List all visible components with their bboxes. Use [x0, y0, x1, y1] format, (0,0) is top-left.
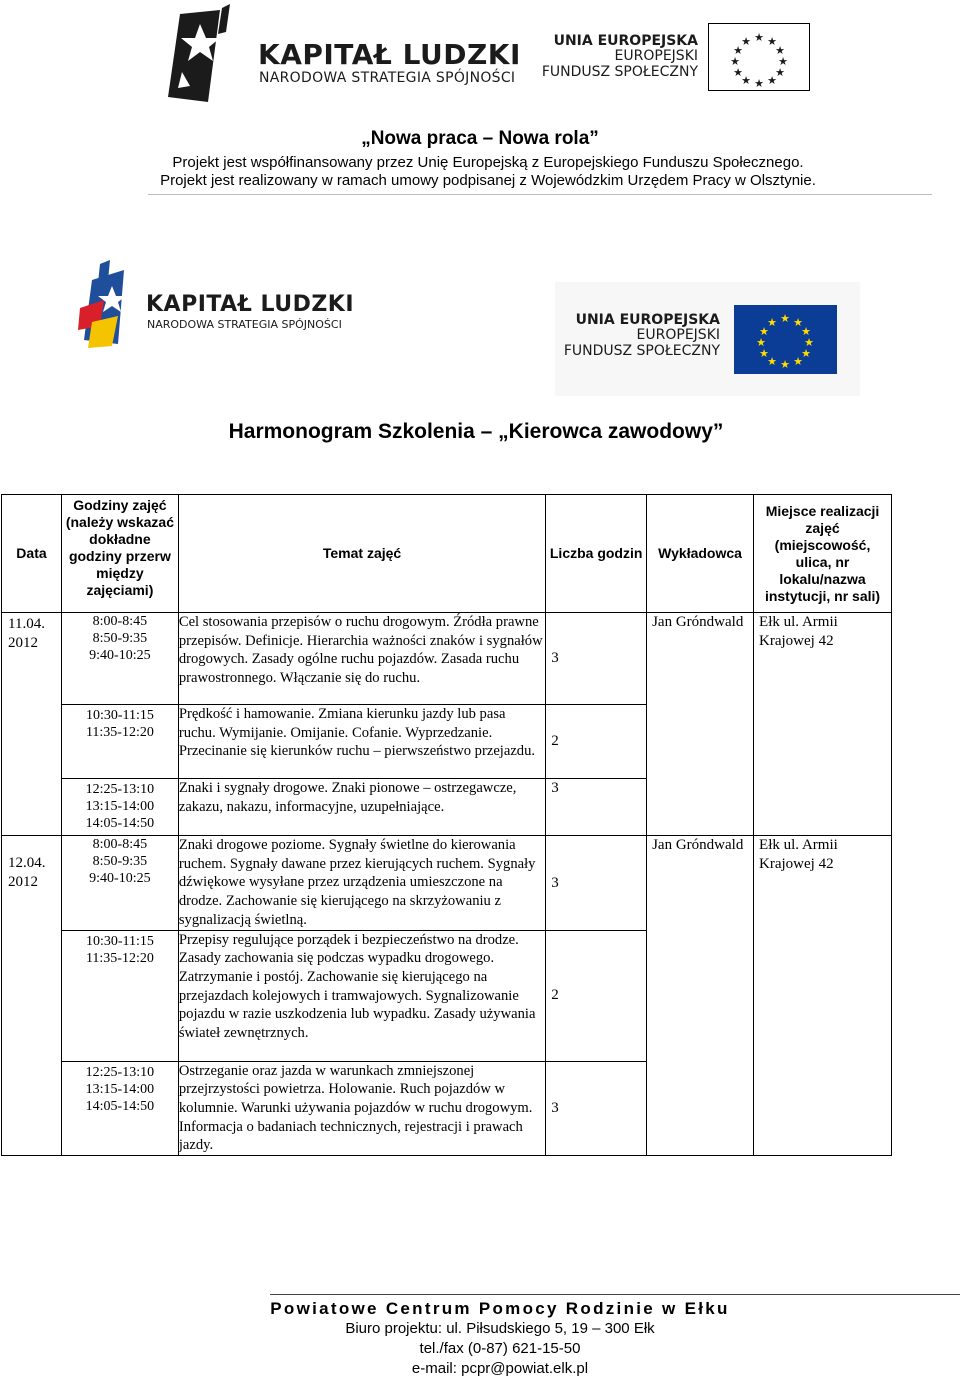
- svg-text:★: ★: [733, 44, 743, 57]
- svg-text:★: ★: [801, 347, 811, 360]
- footer-org: Powiatowe Centrum Pomocy Rodzinie w Ełku: [270, 1299, 730, 1318]
- time-slot: 13:15-14:00: [85, 1081, 155, 1097]
- time-slot: 9:40-10:25: [89, 871, 151, 886]
- ue-color-line3: FUNDUSZ SPOŁECZNY: [563, 342, 720, 359]
- svg-text:★: ★: [804, 336, 814, 349]
- date-cell: 11.04. 2012: [2, 613, 62, 836]
- time-slot: 8:00-8:45: [92, 614, 148, 629]
- kl-logo-title: KAPITAŁ LUDZKI: [258, 38, 521, 71]
- svg-text:★: ★: [778, 55, 788, 68]
- place-cell: Ełk ul. Armii Krajowej 42: [754, 613, 892, 836]
- footer-divider: [270, 1294, 960, 1295]
- hours-cell: 3: [546, 613, 647, 705]
- time-slot: 14:05-14:50: [85, 816, 155, 831]
- times-cell: [61, 779, 178, 836]
- time-slot: 12:25-13:10: [85, 782, 155, 797]
- time-slot: 14:05-14:50: [85, 1098, 155, 1114]
- table-row: [2, 613, 892, 705]
- time-slot: 8:50-9:35: [92, 631, 148, 646]
- header-count: Liczba godzin: [546, 495, 647, 613]
- svg-text:★: ★: [741, 74, 751, 87]
- hours-cell: 3: [546, 1061, 647, 1156]
- svg-text:★: ★: [793, 316, 803, 329]
- svg-text:★: ★: [780, 358, 790, 371]
- svg-text:★: ★: [759, 325, 769, 338]
- ue-logo-text: [540, 34, 698, 80]
- svg-text:★: ★: [767, 316, 777, 329]
- footer-address: Biuro projektu: ul. Piłsudskiego 5, 19 – 300 Ełk: [345, 1320, 655, 1337]
- time-slot: 11:35-12:20: [85, 725, 154, 740]
- svg-text:★: ★: [759, 347, 769, 360]
- hours-cell: 3: [546, 779, 647, 836]
- svg-text:★: ★: [775, 44, 785, 57]
- topic-cell: Znaki i sygnały drogowe. Znaki pionowe – ostrzegawcze, zakazu, nakazu, informacyjne, uzupełniające.: [178, 779, 545, 836]
- svg-text:★: ★: [741, 35, 751, 48]
- hours-cell: 3: [546, 836, 647, 931]
- time-slot: 9:40-10:25: [89, 648, 151, 663]
- kapital-ludzki-color-logo-icon: [78, 260, 148, 352]
- header-divider: [148, 194, 932, 195]
- header-lecturer: Wykładowca: [647, 495, 754, 613]
- topic-cell: Prędkość i hamowanie. Zmiana kierunku jazdy lub pasa ruchu. Wymijanie. Omijanie. Cofanie. Wyprzedzanie. Przecinanie się kierunków ruchu – pierwszeństwo przejazdu.: [178, 705, 545, 779]
- footer-phone: tel./fax (0-87) 621-15-50: [419, 1340, 581, 1357]
- svg-text:★: ★: [767, 74, 777, 87]
- svg-text:★: ★: [767, 35, 777, 48]
- schedule-table: [1, 494, 892, 1156]
- svg-text:★: ★: [754, 77, 764, 90]
- svg-text:★: ★: [767, 355, 777, 368]
- time-slot: 13:15-14:00: [85, 799, 155, 814]
- svg-text:★: ★: [793, 355, 803, 368]
- schedule-title: Harmonogram Szkolenia – „Kierowca zawodowy”: [228, 420, 724, 443]
- ue-color-line2: EUROPEJSKI: [636, 327, 720, 344]
- svg-text:★: ★: [733, 66, 743, 79]
- kl-color-logo-title: KAPITAŁ LUDZKI: [146, 292, 355, 317]
- kl-logo-subtitle: NARODOWA STRATEGIA SPÓJNOŚCI: [259, 70, 516, 86]
- times-cell: [61, 1061, 178, 1156]
- kapital-ludzki-logo-icon: [160, 2, 250, 112]
- time-slot: 11:35-12:20: [85, 950, 154, 966]
- ue-line1: UNIA EUROPEJSKA: [553, 33, 698, 49]
- topic-cell: Ostrzeganie oraz jazda w warunkach zmniejszonej przejrzystości powietrza. Holowanie. Ruch pojazdów w kolumnie. Warunki używania pojazdów w ruchu drogowym. Informacja o badaniach technicznych, rejestracji i prawach jazdy.: [178, 1061, 545, 1156]
- lecturer-cell: Jan Gróndwald: [647, 613, 754, 836]
- topic-cell: Przepisy regulujące porządek i bezpieczeństwo na drodze. Zasady zachowania się podczas wypadku drogowego. Zatrzymanie i postój. Zachowanie się kierującego na przejazdach kolejowych i tramwajowych. Sygnalizowanie pojazdu w razie uszkodzenia lub wypadku. Zasady używania świateł zewnętrznych.: [178, 930, 545, 1061]
- footer-email: e-mail: pcpr@powiat.elk.pl: [411, 1360, 589, 1377]
- eu-flag-outline-icon: [708, 23, 810, 91]
- svg-text:★: ★: [754, 31, 764, 44]
- table-row: [2, 836, 892, 931]
- topic-cell: Cel stosowania przepisów o ruchu drogowym. Źródła prawne przepisów. Definicje. Hierarchia ważności znaków i sygnałów drogowych. Zasady ogólne ruchu pojazdów. Zasada ruchu prawostronnego. Włączanie się do ruchu.: [178, 613, 545, 705]
- ue-line2: EUROPEJSKI: [614, 48, 698, 65]
- svg-text:★: ★: [756, 336, 766, 349]
- ue-line3: FUNDUSZ SPOŁECZNY: [541, 63, 698, 80]
- header-date: Data: [2, 495, 62, 613]
- place-cell: Ełk ul. Armii Krajowej 42: [754, 836, 892, 1156]
- date-cell: 12.04. 2012: [2, 836, 62, 1156]
- times-cell: [61, 705, 178, 779]
- topic-cell: Znaki drogowe poziome. Sygnały świetlne do kierowania ruchem. Sygnały dawane przez kierujących ruchem. Sygnały dźwiękowe wysyłane przez urządzenia umieszczone na drodze. Zachowanie się kierującego na skrzyżowaniu z sygnalizacją świetlną.: [178, 836, 545, 931]
- lecturer-cell: Jan Gróndwald: [647, 836, 754, 1156]
- ue-color-logo-text: [560, 313, 720, 359]
- hours-cell: 2: [546, 705, 647, 779]
- eu-flag-icon: [734, 305, 837, 374]
- ue-color-line1: UNIA EUROPEJSKA: [575, 312, 720, 328]
- svg-text:★: ★: [730, 55, 740, 68]
- time-slot: 8:00-8:45: [92, 837, 148, 852]
- time-slot: 12:25-13:10: [85, 1064, 155, 1080]
- svg-text:★: ★: [801, 325, 811, 338]
- kl-color-logo-subtitle: NARODOWA STRATEGIA SPÓJNOŚCI: [147, 318, 342, 331]
- project-line1: Projekt jest współfinansowany przez Unię Europejską z Europejskiego Funduszu Społecznego.: [172, 154, 804, 171]
- time-slot: 8:50-9:35: [92, 854, 148, 869]
- header-topic: Temat zajęć: [178, 495, 545, 613]
- time-slot: 10:30-11:15: [85, 708, 154, 723]
- svg-text:★: ★: [780, 312, 790, 325]
- header-place: Miejsce realizacji zajęć (miejscowość, ulica, nr lokalu/nazwa instytucji, nr sali): [754, 495, 892, 613]
- svg-text:★: ★: [775, 66, 785, 79]
- time-slot: 10:30-11:15: [85, 933, 154, 949]
- times-cell: [61, 613, 178, 705]
- project-line2: Projekt jest realizowany w ramach umowy podpisanej z Wojewódzkim Urzędem Pracy w Olsztynie.: [160, 172, 816, 189]
- hours-cell: 2: [546, 930, 647, 1061]
- times-cell: [61, 836, 178, 931]
- table-header-row: [2, 495, 892, 613]
- times-cell: [61, 930, 178, 1061]
- header-hours: Godziny zajęć (należy wskazać dokładne godziny przerw między zajęciami): [61, 495, 178, 613]
- project-name: „Nowa praca – Nowa rola”: [361, 128, 599, 149]
